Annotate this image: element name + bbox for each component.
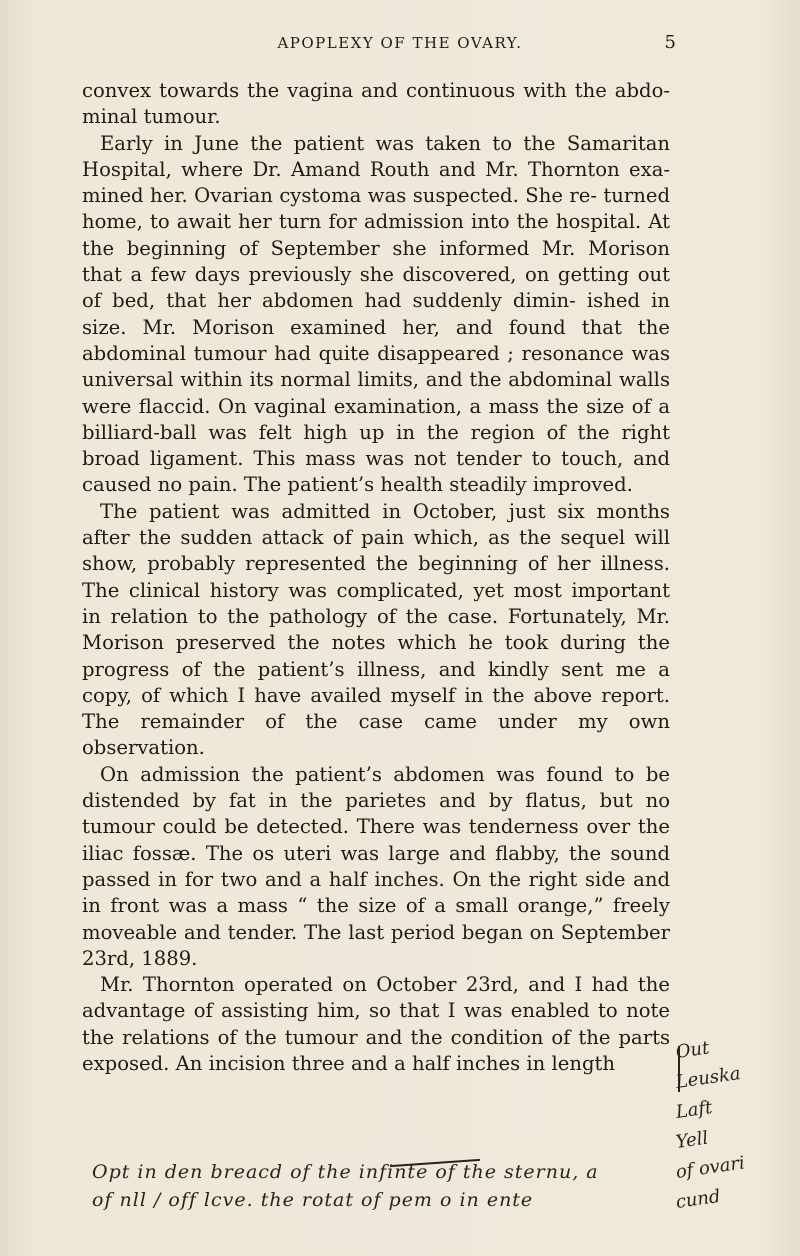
handwritten-line: of nll / off lcve. the rotat of pem o in ente bbox=[92, 1189, 534, 1211]
margin-note-line: Yell bbox=[674, 1127, 710, 1153]
margin-note-line: Laft bbox=[674, 1097, 714, 1123]
page-header bbox=[0, 34, 800, 58]
margin-note-line: of ovari bbox=[674, 1152, 747, 1183]
body-text bbox=[82, 78, 670, 1077]
paragraph: Early in June the patient was taken to the Samaritan Hospital, where Dr. Amand Routh and Mr. Thornton exa- mined her. Ovarian cystoma was suspected. She re- turned home, to await her turn for admission into the hospital. At the beginning of September she informed Mr. Morison that a few days previously she discovered, on getting out of bed, that her abdomen had suddenly dimin- ished in size. Mr. Morison examined her, and found that the abdominal tumour had quite disappeared ; resonance was universal within its normal limits, and the abdominal walls were flaccid. On vaginal examination, a mass the size of a billiard-ball was felt high up in the region of the right broad ligament. This mass was not tender to touch, and caused no pain. The patient’s health steadily improved. bbox=[82, 131, 670, 497]
paragraph: convex towards the vagina and continuous with the abdo- minal tumour. bbox=[82, 79, 670, 129]
margin-note-line: cund bbox=[674, 1185, 722, 1213]
paragraph: The patient was admitted in October, just six months after the sudden attack of pain which, as the sequel will show, probably represented the beginning of her illness. The clinical history was complicated, yet most important in relation to the pathology of the case. Fortunately, Mr. Morison preserved the notes which he took during the progress of the patient’s illness, and kindly sent me a copy, of which I have availed myself in the above report. The remainder of the case came under my own observation. bbox=[82, 499, 670, 760]
margin-note-line: Out bbox=[674, 1037, 711, 1063]
paragraph: On admission the patient’s abdomen was found to be distended by fat in the parietes and by flatus, but no tumour could be detected. There was tenderness over the iliac fossæ. The os uteri was large and flabby, the sound passed in for two and a half inches. On the right side and in front was a mass “ the size of a small orange,” freely moveable and tender. The last period began on September 23rd, 1889. bbox=[82, 762, 670, 970]
handwritten-line: Opt in den breacd of the infinte of the sternu, a bbox=[92, 1161, 599, 1183]
running-head: APOPLEXY OF THE OVARY. bbox=[277, 34, 523, 52]
paragraph: Mr. Thornton operated on October 23rd, and I had the advantage of assisting him, so that I was enabled to note the relations of the tumour and the condition of the parts exposed. An incision three and a half inches in length bbox=[82, 973, 670, 1075]
page-number: 5 bbox=[664, 32, 676, 53]
handwritten-footer bbox=[92, 1158, 792, 1214]
margin-note-line: Leuska bbox=[674, 1063, 742, 1093]
